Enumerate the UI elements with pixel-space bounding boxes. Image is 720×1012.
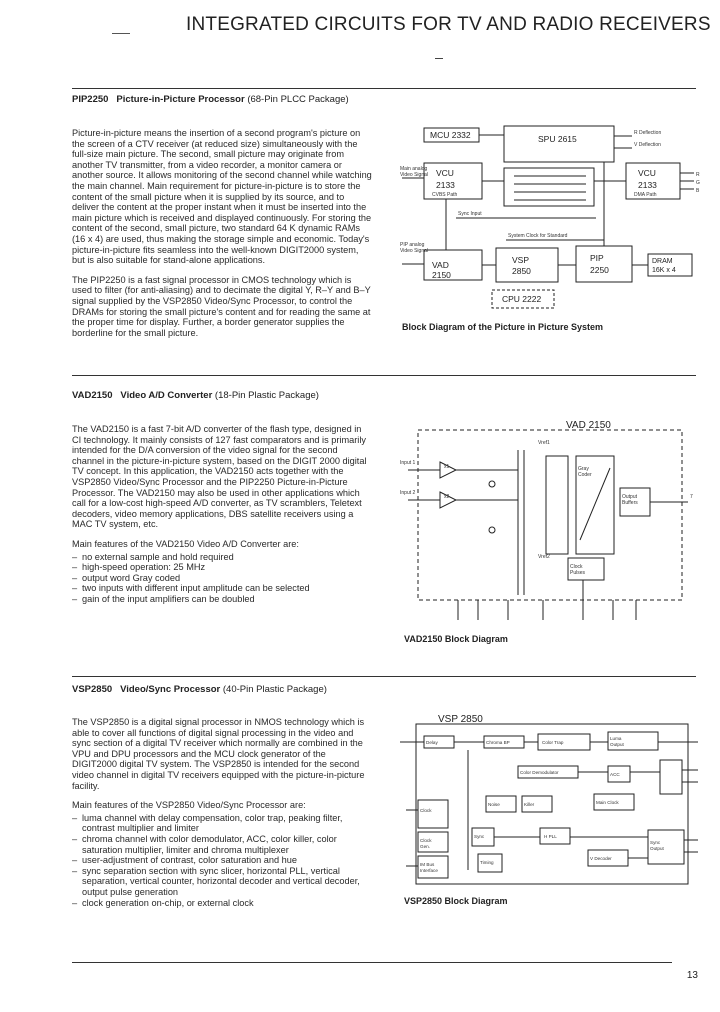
vsp-code: VSP2850 <box>72 684 113 695</box>
svg-text:Output: Output <box>622 494 638 500</box>
svg-text:V Deflection: V Deflection <box>634 142 661 148</box>
svg-text:CPU 2222: CPU 2222 <box>502 294 542 304</box>
svg-text:x2: x2 <box>444 494 450 500</box>
list-item: – two inputs with different input amplitude can be selected <box>72 583 372 594</box>
pip-section-title <box>72 94 349 105</box>
vsp-section-title <box>72 684 327 695</box>
svg-text:Color Demodulator: Color Demodulator <box>520 770 559 775</box>
svg-text:VCU: VCU <box>436 168 454 178</box>
header-dash <box>435 58 443 59</box>
svg-text:CVBS Path: CVBS Path <box>432 192 458 198</box>
vsp-diagram-caption: VSP2850 Block Diagram <box>404 896 508 906</box>
svg-text:VAD 2150: VAD 2150 <box>566 420 611 431</box>
list-item: – sync separation section with sync slicer, horizontal PLL, vertical separation, vertical counter, horizontal decoder and vertical decoder, output pulse generation <box>72 866 372 898</box>
im-bus-interface-block <box>418 856 448 878</box>
svg-text:x1: x1 <box>444 464 450 470</box>
section-divider <box>72 88 696 89</box>
svg-text:PIP analog: PIP analog <box>400 242 425 248</box>
svg-text:Killer: Killer <box>524 802 535 807</box>
svg-text:Main analog: Main analog <box>400 166 428 172</box>
vsp-features-title: Main features of the VSP2850 Video/Sync Processor are: <box>72 800 306 811</box>
pip-code: PIP2250 <box>72 94 109 105</box>
vsp-body <box>72 717 372 908</box>
list-item: – user-adjustment of contrast, color saturation and hue <box>72 855 372 866</box>
svg-text:Coder: Coder <box>578 472 592 478</box>
svg-text:Output: Output <box>650 846 664 851</box>
list-item: – chroma channel with color demodulator, ACC, color killer, color saturation multiplier, limiter and chroma multiplexer <box>72 834 372 855</box>
svg-text:16K x 4: 16K x 4 <box>652 267 676 274</box>
list-item: – no external sample and hold required <box>72 552 372 563</box>
vad-body <box>72 424 372 605</box>
svg-text:Chroma BP: Chroma BP <box>486 740 510 745</box>
vad-section-title <box>72 390 319 401</box>
pip-name: Picture-in-Picture Processor <box>116 94 245 105</box>
svg-text:VSP 2850: VSP 2850 <box>438 714 483 725</box>
svg-text:Clock: Clock <box>420 838 432 843</box>
svg-text:Sync: Sync <box>650 840 661 845</box>
svg-text:VSP: VSP <box>512 255 530 265</box>
clock-block <box>418 800 448 828</box>
svg-text:Noise: Noise <box>488 802 500 807</box>
svg-text:R: R <box>696 172 700 178</box>
pip-body <box>72 128 372 347</box>
svg-text:Delay: Delay <box>426 740 438 745</box>
svg-text:Sync Input: Sync Input <box>458 211 482 217</box>
pip-block-diagram <box>396 118 706 318</box>
pip-package: (68-Pin PLCC Package) <box>247 94 349 105</box>
svg-text:Input 2: Input 2 <box>400 490 416 496</box>
svg-text:Pulses: Pulses <box>570 570 586 576</box>
svg-text:Vref2: Vref2 <box>538 554 550 560</box>
svg-text:Clock: Clock <box>570 564 583 570</box>
svg-text:PIP: PIP <box>590 253 604 263</box>
chroma-output-block <box>660 760 682 794</box>
svg-text:Input 1: Input 1 <box>400 460 416 466</box>
svg-text:VCU: VCU <box>638 168 656 178</box>
section-divider <box>72 676 696 677</box>
vad-features-list <box>72 552 372 605</box>
svg-text:2133: 2133 <box>436 180 455 190</box>
vsp-paragraph-1: The VSP2850 is a digital signal processor in NMOS technology which is able to cover all functions of digital signal processing in the video and sync section of a digital TV receiver which normally are combined in the VPU and DPU processors and the MCU clock generator of the DIGIT2000 digital TV system. The VSP2850 is intended for the second video channel in digital TV receivers equipped with the picture-in-picture facility. <box>72 717 365 791</box>
vsp-package: (40-Pin Plastic Package) <box>222 684 327 695</box>
svg-text:DMA Path: DMA Path <box>634 192 657 198</box>
svg-text:MCU 2332: MCU 2332 <box>430 130 471 140</box>
vad-features-title: Main features of the VAD2150 Video A/D Converter are: <box>72 538 299 549</box>
svg-text:2250: 2250 <box>590 265 609 275</box>
svg-text:R Deflection: R Deflection <box>634 130 662 136</box>
svg-text:Buffers: Buffers <box>622 500 638 506</box>
list-item: – clock generation on-chip, or external clock <box>72 898 372 909</box>
vsp-name: Video/Sync Processor <box>120 684 221 695</box>
svg-text:Vref1: Vref1 <box>538 440 550 446</box>
svg-text:Luma: Luma <box>610 736 622 741</box>
svg-text:Output: Output <box>610 742 624 747</box>
svg-text:2133: 2133 <box>638 180 657 190</box>
svg-text:VAD: VAD <box>432 260 449 270</box>
vsp-block-diagram <box>398 710 704 896</box>
page-header-title: INTEGRATED CIRCUITS FOR TV AND RADIO RECEIVERS <box>186 14 711 35</box>
svg-text:Clock: Clock <box>420 808 432 813</box>
svg-text:Interface: Interface <box>420 868 438 873</box>
luma-output-block <box>608 732 658 750</box>
svg-text:Gen.: Gen. <box>420 844 430 849</box>
svg-text:Gray: Gray <box>578 466 589 472</box>
svg-text:2150: 2150 <box>432 270 451 280</box>
section-divider <box>72 375 696 376</box>
vad-code: VAD2150 <box>72 390 113 401</box>
vad-block-diagram <box>398 420 704 634</box>
svg-text:G: G <box>696 180 700 186</box>
list-item: – output word Gray coded <box>72 573 372 584</box>
svg-text:ACC: ACC <box>610 772 620 777</box>
vsp-block <box>496 248 558 282</box>
svg-text:Main Clock: Main Clock <box>596 800 619 805</box>
spu-block <box>504 126 614 162</box>
page-number: 13 <box>686 970 698 981</box>
list-item: – gain of the input amplifiers can be doubled <box>72 594 372 605</box>
svg-text:IM Bus: IM Bus <box>420 862 435 867</box>
svg-text:H PLL: H PLL <box>544 834 557 839</box>
svg-text:System Clock for Standard: System Clock for Standard <box>508 233 568 239</box>
svg-text:Video Signal: Video Signal <box>400 172 428 178</box>
svg-text:2850: 2850 <box>512 266 531 276</box>
svg-text:7: 7 <box>690 494 693 500</box>
pip-paragraph-2: The PIP2250 is a fast signal processor in CMOS technology which is used to filter (for anti-aliasing) and to decimate the digital Y, R–Y and B–Y signal supplied by the VSP2850 Video/Sync Processor, to control the DRAMs for storing the small picture's content and for reading the same at the proper time for display. Further, a border generator supplies the borderline for the small picture. <box>72 274 371 338</box>
svg-text:DRAM: DRAM <box>652 258 673 265</box>
footer-divider <box>72 962 672 963</box>
svg-text:Timing: Timing <box>480 860 494 865</box>
vad-paragraph-1: The VAD2150 is a fast 7-bit A/D converter of the flash type, designed in CI technology. It mainly consists of 127 fast comparators and is primarily intended for the D/A conversion of the video signal for the second channel in the picture-in-picture system, based on the DIGIT 2000 digital TV concept. In this application, the VAD2150 acts together with the VSP2850 Video/Sync Processor and the PIP2250 Picture-in-Picture Processor. The VAD2150 may also be used in other applications which call for a low-cost high-speed A/D converter, as TV scramblers, Teletext decoders, video memory applications, DBS satellite receivers using a MAC TV system, etc. <box>72 424 367 530</box>
vsp-features-list <box>72 813 372 908</box>
svg-text:V Decoder: V Decoder <box>590 856 612 861</box>
svg-text:Sync: Sync <box>474 834 485 839</box>
vad-package: (18-Pin Plastic Package) <box>214 390 319 401</box>
list-item: – high-speed operation: 25 MHz <box>72 562 372 573</box>
pip-diagram-caption: Block Diagram of the Picture in Picture System <box>402 322 604 332</box>
vad-diagram-caption: VAD2150 Block Diagram <box>404 634 508 644</box>
vad-name: Video A/D Converter <box>120 390 213 401</box>
comparator-bank <box>546 456 568 554</box>
pip-paragraph-1: Picture-in-picture means the insertion of a second program's picture on the screen of a CTV receiver (at reduced size) simultaneously with the full-size main picture. The second, small picture may originate from another TV transmitter, from a video recorder, a monitor camera or another source. It allows monitoring of the second channel while watching the main channel. Main requirement for picture-in-picture is to store the content of the small picture when it is supplied by its source, and to deliver the content at the proper instant when it must be inserted into the main picture which is received and displayed continuously. For storing the content of the second, small picture, two standard 64 K dynamic RAMs (16 x 4) are used, thus making the storage simple and economic. Today's picture-in-picture fits seamless into the well-known DIGIT2000 system, but is also suitable for stand-alone applications. <box>72 128 372 266</box>
svg-text:Video Signal: Video Signal <box>400 248 428 254</box>
list-item: – luma channel with delay compensation, color trap, peaking filter, contrast multiplier and limiter <box>72 813 372 834</box>
header-mark <box>112 33 130 34</box>
svg-text:B: B <box>696 188 700 194</box>
svg-text:Color Trap: Color Trap <box>542 740 564 745</box>
pip-block <box>576 246 632 282</box>
svg-text:SPU 2615: SPU 2615 <box>538 134 577 144</box>
